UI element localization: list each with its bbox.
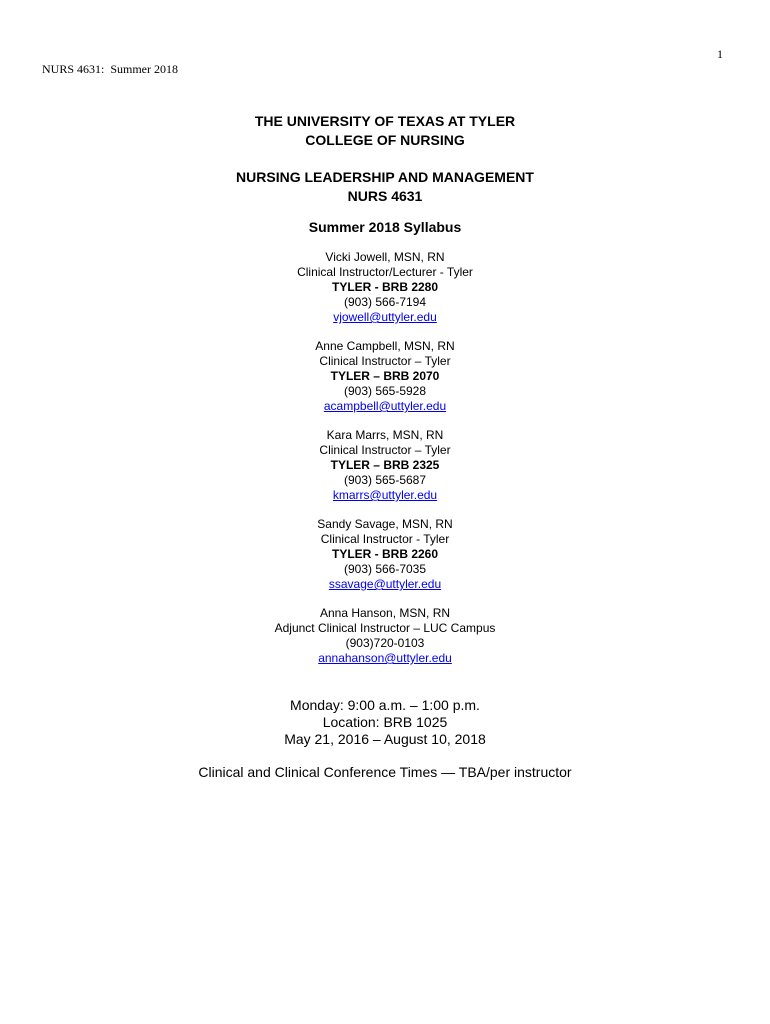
instructor-role: Clinical Instructor – Tyler	[319, 354, 451, 368]
instructor-role: Clinical Instructor - Tyler	[320, 532, 450, 546]
clinical-times: Clinical and Clinical Conference Times — TBA/per instructor	[198, 764, 572, 780]
college-name: COLLEGE OF NURSING	[305, 132, 465, 148]
instructor-office: TYLER – BRB 2325	[330, 458, 440, 472]
instructor-name: Anna Hanson, MSN, RN	[319, 606, 451, 620]
class-location: Location: BRB 1025	[322, 714, 448, 730]
instructor-jowell	[0, 250, 770, 325]
title-block	[0, 112, 770, 206]
instructor-office: TYLER - BRB 2260	[331, 547, 439, 561]
instructor-email-link[interactable]: ssavage@uttyler.edu	[328, 577, 442, 591]
instructor-list	[0, 250, 770, 680]
title-gap	[0, 150, 770, 168]
instructor-email-link[interactable]: kmarrs@uttyler.edu	[332, 488, 438, 502]
instructor-phone: (903) 566-7035	[343, 562, 427, 576]
class-schedule	[0, 697, 770, 748]
instructor-name: Anne Campbell, MSN, RN	[315, 339, 455, 353]
running-header: NURS 4631: Summer 2018	[42, 62, 179, 76]
instructor-marrs	[0, 428, 770, 503]
syllabus-title: Summer 2018 Syllabus	[308, 219, 462, 235]
course-code: NURS 4631	[347, 188, 423, 204]
instructor-email-link[interactable]: acampbell@uttyler.edu	[323, 399, 447, 413]
instructor-name: Kara Marrs, MSN, RN	[326, 428, 444, 442]
class-time: Monday: 9:00 a.m. – 1:00 p.m.	[290, 697, 480, 713]
instructor-campbell	[0, 339, 770, 414]
class-dates: May 21, 2016 – August 10, 2018	[284, 731, 486, 747]
instructor-role: Adjunct Clinical Instructor – LUC Campus	[274, 621, 496, 635]
instructor-savage	[0, 517, 770, 592]
instructor-role: Clinical Instructor/Lecturer - Tyler	[297, 265, 473, 279]
instructor-phone: (903) 565-5928	[343, 384, 427, 398]
instructor-office: TYLER – BRB 2070	[330, 369, 440, 383]
instructor-email-link[interactable]: annahanson@uttyler.edu	[318, 651, 452, 665]
instructor-phone: (903) 565-5687	[343, 473, 427, 487]
course-name: NURSING LEADERSHIP AND MANAGEMENT	[236, 169, 534, 185]
instructor-phone: (903) 566-7194	[343, 295, 427, 309]
instructor-office: TYLER - BRB 2280	[331, 280, 439, 294]
university-name: THE UNIVERSITY OF TEXAS AT TYLER	[254, 113, 516, 129]
page-number: 1	[717, 47, 723, 61]
instructor-name: Vicki Jowell, MSN, RN	[325, 250, 445, 264]
instructor-role: Clinical Instructor – Tyler	[319, 443, 451, 457]
instructor-name: Sandy Savage, MSN, RN	[317, 517, 453, 531]
instructor-hanson	[0, 606, 770, 666]
instructor-phone: (903)720-0103	[345, 636, 425, 650]
instructor-email-link[interactable]: vjowell@uttyler.edu	[333, 310, 437, 324]
